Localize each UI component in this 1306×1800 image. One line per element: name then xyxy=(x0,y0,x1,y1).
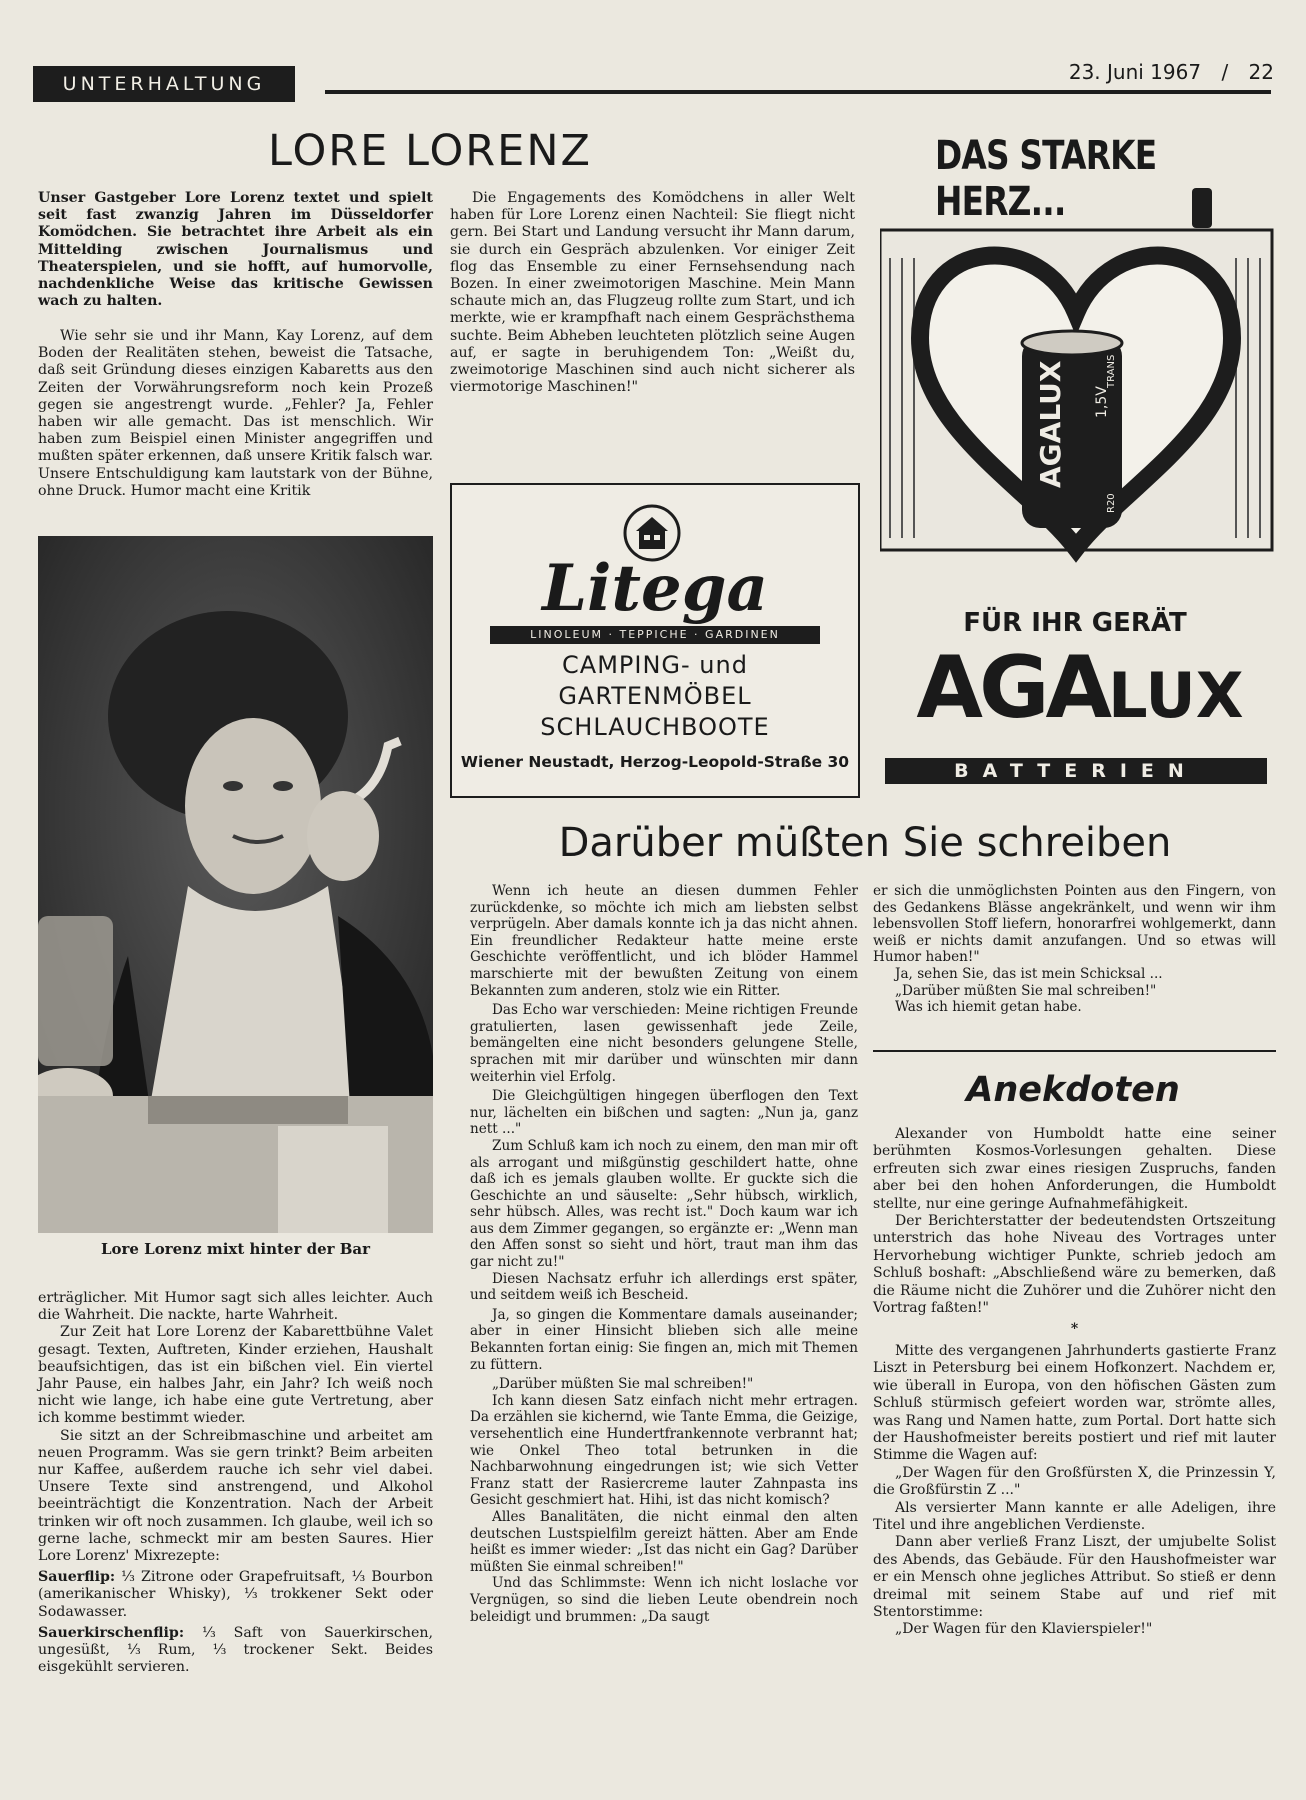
recipe-text: ⅓ Saft von Sauerkirschen, ungesüßt, ⅓ Rum, ⅓ trockener Sekt. Beides eisgekühlt servieren. xyxy=(38,1624,433,1676)
battery-type: TRANS xyxy=(1106,354,1117,388)
brand-aga: AGA xyxy=(916,638,1109,738)
litega-banner: LINOLEUM · TEPPICHE · GARDINEN xyxy=(490,626,820,644)
anekdoten-humboldt xyxy=(873,1126,1276,1639)
paragraph: Der Berichterstatter der bedeutendsten Ortszeitung unterstrich das hohe Niveau des Vortrages unter Hervorhebung wichtiger Punkte, schrieb jedoch am Schluß boshaft: „Abschließend wäre zu bemerken, daß die Räume nicht die Zuhörer und die Zuhörer nicht den Vortrag faßten!" xyxy=(873,1213,1276,1317)
paragraph: er sich die unmöglichsten Pointen aus den Fingern, von des Gedankens Blässe angekränkelt, und wenn wir ihm lebensvollen Stoff liefern, honorarfrei wohlgemerkt, dann weiß er nichts damit anzufangen. Und so etwas will Humor haben!" xyxy=(873,883,1276,966)
litega-line: GARTENMÖBEL xyxy=(558,682,752,710)
portrait-photo xyxy=(38,536,433,1233)
agalux-subline: FÜR IHR GERÄT xyxy=(963,608,1187,638)
paragraph: Als versierter Mann kannte er alle Adeligen, ihre Titel und ihre angeblichen Verdienste. xyxy=(873,1499,1276,1533)
battery-voltage: 1,5V xyxy=(1094,386,1110,418)
paragraph: „Der Wagen für den Großfürsten X, die Prinzessin Y, die Großfürstin Z ..." xyxy=(873,1464,1276,1499)
paragraph: erträglicher. Mit Humor sagt sich alles leichter. Auch die Wahrheit. Die nackte, harte Wahrheit. xyxy=(38,1290,433,1324)
article-column-2 xyxy=(450,190,855,396)
recipe-label: Sauerflip: xyxy=(38,1569,116,1586)
page-number: 22 xyxy=(1248,60,1274,84)
section-divider xyxy=(873,1050,1276,1052)
paragraph: Was ich hiemit getan habe. xyxy=(895,999,1082,1016)
recipe-sauerflip xyxy=(38,1569,433,1621)
recipe-label: Sauerkirschenflip: xyxy=(38,1624,185,1641)
date-separator: / xyxy=(1221,60,1229,84)
paragraph: Zur Zeit hat Lore Lorenz der Kabarettbühne Valet gesagt. Texten, Auftreten, Kinder erziehen, Haushalt beaufsichtigen, das ist ein bißchen viel. Ein viertel Jahr Pause, ein halbes Jahr, ein Jahr? Ich weiß noch nicht wie lange, ich habe eine gute Vertretung, aber ich komme bestimmt wieder. xyxy=(38,1324,433,1427)
paragraph: „Darüber müßten Sie mal schreiben!" xyxy=(895,982,1157,999)
paragraph: Das Echo war verschieden: Meine richtigen Freunde gratulierten, lasen gewissenhaft jede Zeile, bemängelten eine nicht besonders gelungene Stelle, sprachen mit mir darüber und wünschten mir dann weiterhin viel Erfolg. xyxy=(470,1002,858,1085)
photo-caption: Lore Lorenz mixt hinter der Bar xyxy=(100,1240,371,1258)
paragraph: Dann aber verließ Franz Liszt, der umjubelte Solist des Abends, das Gebäude. Für den Haushofmeister war er ein Mensch ohne jegliches Attribut. So stieß er denn dreimal mit seinem Stabe auf und rief mit Stentorstimme: xyxy=(873,1534,1276,1620)
litega-line: CAMPING- und xyxy=(562,651,748,679)
article-column-1-top xyxy=(38,328,433,500)
photo-illustration xyxy=(38,536,433,1233)
paragraph: Mitte des vergangenen Jahrhunderts gastierte Franz Liszt in Petersburg bei einem Hofkonzert. Nachdem er, wie überall in Europa, von den höfischen Gästen zum Schluß stürmisch gefeiert worden war, strömte alles, was Rang und Namen hatte, zum Portal. Dort hatte sich der Haushofmeister bereits postiert und rief mit lauter Stimme die Wagen auf: xyxy=(873,1342,1276,1464)
agalux-headline: DAS STARKE HERZ... xyxy=(935,133,1157,225)
litega-advertisement xyxy=(450,483,860,798)
paragraph: Die Gleichgültigen hingegen überflogen den Text nur, lächelten ein bißchen und sagten: „Nun ja, ganz nett ..." xyxy=(470,1088,858,1138)
paragraph: Wenn ich heute an diesen dummen Fehler zurückdenke, so möchte ich mich am liebsten selbst verprügeln. Aber damals konnte ich ja das nicht ahnen. Ein freundlicher Redakteur hatte meine erste Geschichte veröffentlicht, und ich blöder Hammel marschierte mit der bewußten Zeitung von einem Bekannten zum anderen, stolz wie ein Ritter. xyxy=(470,883,858,999)
litega-address: Wiener Neustadt, Herzog-Leopold-Straße 30 xyxy=(460,753,850,771)
issue-date: 23. Juni 1967 xyxy=(1068,60,1202,84)
intro-paragraph: Unser Gastgeber Lore Lorenz textet und spielt seit fast zwanzig Jahren im Düsseldorfer Komödchen. Sie betrachtet ihre Arbeit als ein Mittelding zwischen Journalismus und Theaterspielen, und sie hofft, auf humorvolle, nachdenkliche Weise das kritische Gewissen wach zu halten. xyxy=(38,190,433,310)
recipe-sauerkirschenflip xyxy=(38,1625,433,1677)
paragraph: Zum Schluß kam ich noch zu einem, den man mir oft als arrogant und mißgünstig geschildert hatte, ohne daß ich es jemals glauben wollte. Er guckte sich die Geschichte an und säuselte: „Sehr hübsch, wirklich, sehr hübsch. Alles, was recht ist." Doch kaum war ich aus dem Zimmer gegangen, so ergänzte er: „Wenn man den Affen sonst so sieht und hört, traut man ihm das gar nicht zu!" xyxy=(470,1137,858,1271)
paragraph: Ja, so gingen die Kommentare damals auseinander; aber in einer Hinsicht blieben sich alle meine Bekannten fortan einig: Sie fingen an, mich mit Themen zu füttern. xyxy=(470,1306,858,1373)
agalux-advertisement xyxy=(880,133,1276,793)
paragraph: „Der Wagen für den Klavierspieler!" xyxy=(895,1621,1153,1638)
battery-brand: AGALUX xyxy=(1034,360,1067,488)
paragraph: Alles Banalitäten, die nicht einmal den alten deutschen Lustspielfilm gereizt hätten. Aber am Ende heißt es immer wieder: „Ist das nicht ein Gag? Darüber müßten Sie einmal schreiben!" xyxy=(470,1508,858,1575)
paragraph: Ja, sehen Sie, das ist mein Schicksal ... xyxy=(895,965,1163,982)
section-label: UNTERHALTUNG xyxy=(33,66,295,102)
story-column-1 xyxy=(470,883,858,1625)
paragraph: Wie sehr sie und ihr Mann, Kay Lorenz, auf dem Boden der Realitäten stehen, beweist die Tatsache, daß seit Gründung dieses einzigen Kabaretts aus den Zeiten der Vorwährungsreform noch kein Prozeß gegen sie angestrengt wurde. „Fehler? Ja, Fehler haben wir alle gemacht. Das ist menschlich. Wir haben zum Beispiel einen Minister angegriffen und mußten später erkennen, daß unsere Kritik falsch war. Unsere Entschuldigung kam lautstark von der Bühne, ohne Druck. Humor macht eine Kritik xyxy=(38,328,433,499)
litega-offer xyxy=(452,650,858,743)
litega-line: SCHLAUCHBOOTE xyxy=(540,713,770,741)
paragraph: Alexander von Humboldt hatte eine seiner berühmten Kosmos-Vorlesungen gehalten. Diese erfreuten sich zwar eines riesigen Zuspruchs, fanden aber bei den hohen Anforderungen, die Humboldt stellte, nur eine geringe Aufnahmefähigkeit. xyxy=(873,1126,1276,1212)
article-column-1-bottom xyxy=(38,1290,433,1676)
litega-logo: Litega xyxy=(542,551,768,626)
agalux-brand xyxy=(890,638,1270,757)
paragraph: „Darüber müßten Sie mal schreiben!" xyxy=(492,1376,754,1393)
header-rule xyxy=(325,90,1271,94)
battery-model: R20 xyxy=(1106,493,1117,513)
paragraph: Die Engagements des Komödchens in aller Welt haben für Lore Lorenz einen Nachteil: Sie fliegt nicht gern. Bei Start und Landung versucht ihr Mann darum, sie durch ein Gespräch abzulenken. Vor einiger Zeit flog das Ensemble zu einer Fernsehsendung nach Bozen. In einer zweimotorigen Maschine. Mein Mann schaute mich an, das Flugzeug rollte zum Start, und ich merkte, wie er krampfhaft nach einem Gesprächsthema suchte. Beim Abheben leuchteten plötzlich seine Augen auf, er sagte in beruhigendem Ton: „Weißt du, zweimotorige Maschinen sind auch nicht sicherer als viermotorige Maschinen!" xyxy=(450,190,855,396)
story-column-2 xyxy=(873,883,1276,1016)
article-title: LORE LORENZ xyxy=(268,126,592,176)
agalux-batterien: BATTERIEN xyxy=(885,758,1267,784)
dateline xyxy=(1069,60,1274,84)
paragraph: Und das Schlimmste: Wenn ich nicht loslache vor Vergnügen, so sind die lieben Leute obendrein noch beleidigt und brummen: „Da saugt xyxy=(470,1575,858,1625)
recipe-text: ⅓ Zitrone oder Grapefruitsaft, ⅓ Bourbon (amerikanischer Whisky), ⅓ trokkener Sekt oder Sodawasser. xyxy=(38,1569,433,1620)
brand-lux: LUX xyxy=(1108,659,1244,732)
story-title: Darüber müßten Sie schreiben xyxy=(558,820,1172,866)
paragraph: Sie sitzt an der Schreibmaschine und arbeitet am neuen Programm. Was sie gern trinkt? Beim arbeiten nur Kaffee, außerdem rauche ich sehr viel dabei. Unsere Texte sind anstrengend, und Alkohol beeinträchtigt die Konzentration. Nach der Arbeit trinken wir oft noch zusammen. Ich glaube, weil ich so gerne lache, schmeckt mir am besten Saures. Hier Lore Lorenz' Mixrezepte: xyxy=(38,1427,433,1565)
paragraph: Diesen Nachsatz erfuhr ich allerdings erst später, und seitdem weiß ich Bescheid. xyxy=(470,1270,858,1304)
anekdoten-title: Anekdoten xyxy=(966,1070,1180,1110)
anecdote-divider: * xyxy=(1070,1321,1079,1338)
paragraph: Ich kann diesen Satz einfach nicht mehr ertragen. Da erzählen sie kichernd, wie Tante Emma, die Geizige, versehentlich eine Hundertfrankennote verbrannt hat; wie Onkel Theo total betrunken in die Nachbarwohnung eingedrungen ist; wie sich Vetter Franz statt der Rasiercreme lauter Zahnpasta ins Gesicht geschmiert hat. Hihi, ist das nicht komisch? xyxy=(470,1392,858,1509)
article-intro xyxy=(38,190,433,310)
